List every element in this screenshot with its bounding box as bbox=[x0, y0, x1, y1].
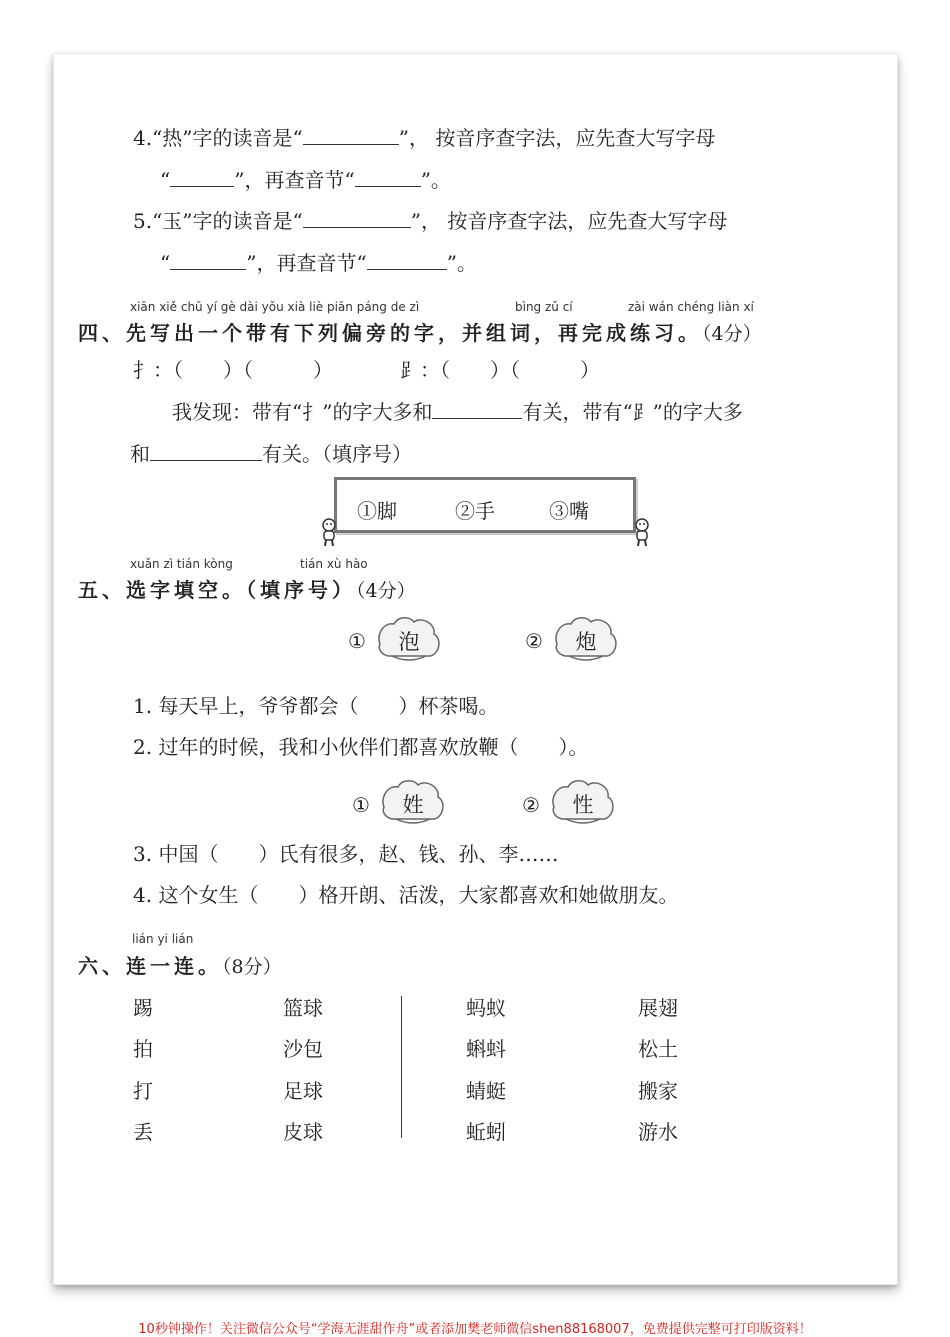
match-action[interactable]: 松土 bbox=[638, 1037, 678, 1061]
match-verb[interactable]: 打 bbox=[133, 1079, 153, 1103]
option-3: ③嘴 bbox=[549, 499, 589, 523]
section4-pinyin-2: bìng zǔ cí bbox=[515, 300, 573, 314]
match-action[interactable]: 展翅 bbox=[638, 996, 678, 1020]
shell-card-3: 姓 bbox=[378, 777, 448, 829]
answer-blank[interactable] bbox=[170, 168, 234, 187]
section4-heading: 四、先写出一个带有下列偏旁的字，并组词，再完成练习。（4分） bbox=[78, 321, 762, 345]
match-insect[interactable]: 蜻蜓 bbox=[466, 1079, 506, 1103]
question-5-line-1: 5.“玉”字的读音是“ ”， 按音序查字法，应先查大写字母 bbox=[133, 209, 728, 233]
match-action[interactable]: 游水 bbox=[638, 1120, 678, 1144]
radical-1-row: 扌：（ ）（ ） bbox=[133, 358, 333, 382]
match-action[interactable]: 搬家 bbox=[638, 1079, 678, 1103]
answer-blank[interactable] bbox=[355, 168, 421, 187]
match-verb[interactable]: 丢 bbox=[133, 1120, 153, 1144]
section4-pinyin-1: xiān xiě chū yí gè dài yǒu xià liè piān páng de zì bbox=[130, 300, 420, 314]
answer-blank[interactable] bbox=[432, 400, 522, 419]
question-4-line-2: “ ”，再查音节“ ”。 bbox=[160, 168, 451, 192]
discover-line-2: 和 有关。（填序号） bbox=[130, 442, 412, 466]
match-object[interactable]: 皮球 bbox=[283, 1120, 323, 1144]
section6-heading: 六、连一连。（8分） bbox=[78, 954, 282, 978]
options-box bbox=[334, 477, 636, 533]
section5-heading: 五、选字填空。（填序号）（4分） bbox=[78, 578, 416, 602]
section4-pinyin-3: zài wán chéng liàn xí bbox=[628, 300, 754, 314]
shell-card-4: 性 bbox=[548, 777, 618, 829]
fill-question-4: 4. 这个女生（ ）格开朗、活泼，大家都喜欢和她做朋友。 bbox=[133, 883, 679, 907]
choice-3-number: ① bbox=[352, 793, 370, 817]
question-5-line-2: “ ”，再查音节“ ”。 bbox=[160, 251, 477, 275]
question-4-line-1: 4.“热”字的读音是“ ”， 按音序查字法，应先查大写字母 bbox=[133, 126, 716, 150]
fill-question-2: 2. 过年的时候，我和小伙伴们都喜欢放鞭（ ）。 bbox=[133, 735, 589, 759]
section6-pinyin: lián yi lián bbox=[132, 932, 194, 946]
match-insect[interactable]: 蚂蚁 bbox=[466, 996, 506, 1020]
match-object[interactable]: 篮球 bbox=[283, 996, 323, 1020]
section5-pinyin-1: xuǎn zì tián kòng bbox=[130, 557, 233, 571]
match-verb[interactable]: 拍 bbox=[133, 1037, 153, 1061]
match-object[interactable]: 沙包 bbox=[283, 1037, 323, 1061]
choice-4-number: ② bbox=[522, 793, 540, 817]
answer-blank[interactable] bbox=[303, 209, 411, 228]
fill-question-3: 3. 中国（ ）氏有很多，赵、钱、孙、李…… bbox=[133, 842, 559, 866]
match-object[interactable]: 足球 bbox=[283, 1079, 323, 1103]
cartoon-mascot-left-icon bbox=[318, 517, 340, 547]
match-verb[interactable]: 踢 bbox=[133, 996, 153, 1020]
answer-blank[interactable] bbox=[170, 251, 246, 270]
option-1: ①脚 bbox=[357, 499, 397, 523]
match-insect[interactable]: 蚯蚓 bbox=[466, 1120, 506, 1144]
cartoon-mascot-right-icon bbox=[631, 517, 653, 547]
column-divider bbox=[401, 996, 402, 1138]
match-insect[interactable]: 蝌蚪 bbox=[466, 1037, 506, 1061]
promo-footer: 10秒钟操作！关注微信公众号“学海无涯甜作舟”或者添加樊老师微信shen88168007，免费提供完整可打印版资料！ bbox=[138, 1322, 812, 1337]
radical-2-row: ⻊：（ ）（ ） bbox=[400, 358, 600, 382]
fill-question-1: 1. 每天早上，爷爷都会（ ）杯茶喝。 bbox=[133, 694, 499, 718]
section5-pinyin-2: tián xù hào bbox=[300, 557, 368, 571]
option-2: ②手 bbox=[455, 499, 495, 523]
discover-line-1: 我发现：带有“扌”的字大多和 有关，带有“⻊”的字大多 bbox=[172, 400, 743, 424]
answer-blank[interactable] bbox=[150, 442, 262, 461]
choice-1-number: ① bbox=[348, 629, 366, 653]
answer-blank[interactable] bbox=[367, 251, 447, 270]
shell-card-1: 泡 bbox=[374, 614, 444, 666]
choice-2-number: ② bbox=[525, 629, 543, 653]
answer-blank[interactable] bbox=[303, 126, 399, 145]
shell-card-2: 炮 bbox=[551, 614, 621, 666]
